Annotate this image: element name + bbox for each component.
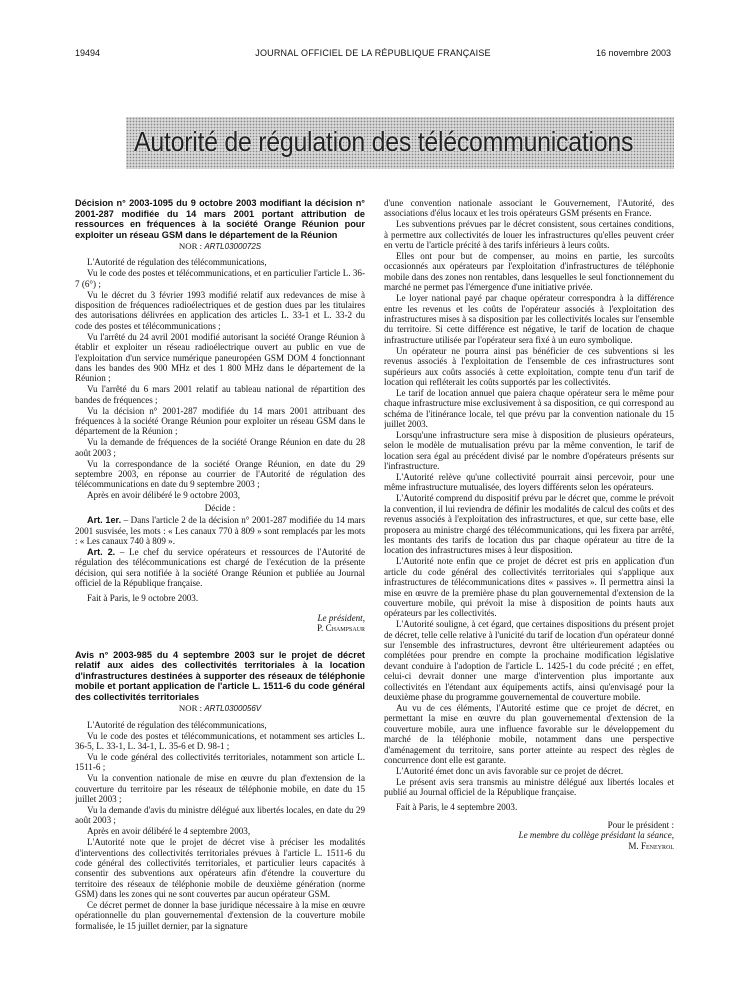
- page-header: [75, 48, 671, 62]
- decision-signature-name: P. Champsaur: [316, 623, 365, 634]
- nor-ref: ARTL0300072S: [204, 242, 262, 251]
- section-banner: [126, 117, 674, 169]
- paragraph: Ce décret permet de donner la base juridique nécessaire à la mise en œuvre opérationnelle du plan gouvernemental d'extension de la couverture mobile formalisée, le 15 juillet dernier, par la signature: [75, 900, 365, 931]
- paragraph: d'une convention nationale associant le Gouvernement, l'Autorité, des associations d'élus locaux et les trois opérateurs GSM présents en France.: [384, 198, 674, 219]
- nor-ref: ARTL0300056V: [204, 704, 262, 714]
- nor-label: NOR :: [178, 241, 203, 251]
- paragraph: Vu l'arrêté du 6 mars 2001 relatif au tableau national de répartition des bandes de fréquences ;: [75, 384, 365, 405]
- paragraph: Vu l'arrêté du 24 avril 2001 modifié autorisant la société Orange Réunion à établir et exploiter un réseau radioélectrique ouvert au public en vue de l'exploitation d'un service numérique paneuropéen GSM DOM 4 fonctionnant dans les bandes des 900 MHz et des 1 800 MHz dans le département de la Réunion ;: [75, 331, 365, 384]
- decision-paragraphs: [75, 257, 365, 500]
- left-column: [75, 198, 365, 986]
- avis-signature-name: M. Feneyrol: [628, 840, 674, 851]
- paragraph: Vu le code général des collectivités territoriales, notamment son article L. 1511-6 ;: [75, 751, 365, 773]
- article-2-label: Art. 2.: [87, 546, 116, 557]
- article-2-text: – Le chef du service opérateurs et ressources de l'Autorité de régulation des télécommunications est chargé de l'exécution de la présente décision, qui sera notifiée à la société Orange Réunion et publiée au Journal officiel de la République française.: [75, 546, 365, 589]
- paragraph: Lorsqu'une infrastructure sera mise à disposition de plusieurs opérateurs, selon le modèle de mutualisation prévu par la même convention, le tarif de location sera égal au précédent divisé par le nombre d'opérateurs présents sur l'infrastructure.: [384, 429, 674, 472]
- avis-paragraphs-left: [75, 720, 365, 932]
- paragraph: Vu le code des postes et télécommunications, et notamment ses articles L. 36-5, L. 33-1, L. 34-1, L. 35-6 et D. 98-1 ;: [75, 730, 365, 751]
- journal-title: JOURNAL OFFICIEL DE LA RÉPUBLIQUE FRANÇAISE: [255, 48, 491, 58]
- paragraph: Elles ont pour but de compenser, au moins en partie, les surcoûts occasionnés aux opérateurs par l'exploitation d'infrastructures de téléphonie mobile dans des zones non rentables, dans lesquelles le seul fonctionnement du marché ne permet pas l'émergence d'une initiative privée.: [384, 251, 674, 293]
- paragraph: L'Autorité de régulation des télécommunications,: [87, 257, 267, 268]
- issue-date: 16 novembre 2003: [595, 48, 671, 58]
- paragraph: Vu la décision n° 2001-287 modifiée du 14 mars 2001 attribuant des fréquences à la société Orange Réunion pour exploiter un réseau GSM dans le département de la Réunion ;: [75, 405, 365, 437]
- decision-signature-role: Le président,: [317, 612, 365, 623]
- article-1-text: – Dans l'article 2 de la décision n° 2001-287 modifiée du 14 mars 2001 susvisée, les mots : « Les canaux 770 à 809 » sont remplacés par les mots : « Les canaux 740 à 809 ».: [75, 515, 365, 546]
- avis-signature-pre: Pour le président :: [607, 820, 674, 831]
- avis-title: Avis n° 2003-985 du 4 septembre 2003 sur le projet de décret relatif aux aides des collectivités territoriales à la location d'infrastructures destinées à supporter des réseaux de téléphonie mobile et portant application de l'article L. 1511-6 du code général des collectivités territoriales: [75, 649, 365, 702]
- nor-label: NOR :: [178, 703, 203, 714]
- paragraph: Au vu de ces éléments, l'Autorité estime que ce projet de décret, en permettant la mise en œuvre du plan gouvernemental d'extension de la couverture mobile, aura une influence favorable sur le développement du marché de la téléphonie mobile, notamment dans une perspective d'aménagement du territoire, sans porter atteinte au respect des règles de concurrence dont elle est garante.: [384, 703, 674, 766]
- paragraph: L'Autorité comprend du dispositif prévu par le décret que, comme le prévoit la convention, il lui reviendra de définir les modalités de calcul des coûts et des revenus associés à l'exploitation des infrastructures, et que, sur cette base, elle proposera au ministre chargé des télécommunications, qui les fixera par arrêté, les montants des tarifs de location dus par chaque opérateur au titre de la location des infrastructures mises à leur disposition.: [384, 493, 674, 556]
- paragraph: Après en avoir délibéré le 9 octobre 2003,: [87, 490, 241, 501]
- section-title: Autorité de régulation des télécommunications: [134, 126, 634, 157]
- decision-title: Décision n° 2003-1095 du 9 octobre 2003 modifiant la décision n° 2001-287 modifiée du 14 mars 2001 portant attribution de ressources en fréquences à la société Orange Réunion pour exploiter un réseau GSM dans le département de la Réunion: [75, 198, 365, 240]
- article-1: [75, 515, 365, 546]
- paragraph: Vu la correspondance de la société Orange Réunion, en date du 29 septembre 2003, en réponse au courrier de l'Autorité de régulation des télécommunications en date du 9 septembre 2003 ;: [75, 458, 365, 490]
- paragraph: L'Autorité note que le projet de décret vise à préciser les modalités d'interventions des collectivités territoriales prévues à l'article L. 1511-6 du code général des collectivités territoriales, et particulier leurs capacités à consentir des subventions aux opérateurs afin d'étendre la couverture du territoire des réseaux de téléphonie mobile de deuxième génération (norme GSM) dans les zones qui ne sont couvertes par aucun opérateur GSM.: [75, 837, 365, 900]
- paragraph: Les subventions prévues par le décret consistent, sous certaines conditions, à permettre aux collectivités de louer les infrastructures qu'elles peuvent créer en vertu de l'article précité à des tarifs inférieurs à leurs coûts.: [384, 219, 674, 251]
- paragraph: L'Autorité de régulation des télécommunications,: [87, 719, 267, 730]
- paragraph: Vu le décret du 3 février 1993 modifié relatif aux redevances de mise à disposition de fréquences radioélectriques et de gestion dues par les titulaires des autorisations délivrées en application des articles L. 33-1 et L. 33-2 du code des postes et télécommunications ;: [75, 289, 365, 331]
- paragraph: Vu le code des postes et télécommunications, et en particulier l'article L. 36-7 (6°) ;: [75, 268, 365, 289]
- paragraph: Le loyer national payé par chaque opérateur correspondra à la différence entre les revenus et les coûts de l'opérateur associés à l'exploitation des infrastructures mises à sa disposition par les collectivités locales sur l'ensemble du territoire. Si cette différence est négative, le tarif de location de chaque infrastructure utilisée par l'opérateur sera fixé à un euro symbolique.: [384, 293, 674, 345]
- decide-heading: Décide :: [204, 502, 236, 513]
- avis-done: Fait à Paris, le 4 septembre 2003.: [396, 801, 518, 812]
- paragraph: Le présent avis sera transmis au ministre délégué aux libertés locales et publié au Journal officiel de la République française.: [384, 776, 674, 798]
- paragraph: L'Autorité note enfin que ce projet de décret est pris en application d'un article du code général des collectivités territoriales qui s'applique aux infrastructures de télécommunications dites « passives ». Il permettra ainsi la mise en œuvre de la première phase du plan gouvernemental d'extension de la couverture mobile, qui prévoit la mise à disposition de points hauts aux opérateurs par les collectivités.: [384, 556, 674, 619]
- article-2: [75, 547, 365, 589]
- avis-signature-role: Le membre du collège présidant la séance,: [518, 830, 674, 841]
- avis-nor: [75, 703, 365, 714]
- avis-paragraphs-right: [384, 198, 674, 798]
- paragraph: Un opérateur ne pourra ainsi pas bénéficier de ces subventions si les revenus associés à l'exploitation de l'ensemble de ces infrastructures sont supérieurs aux coûts associés à cette exploitation, compte tenu d'un tarif de location qui refléterait les coûts supportés par les collectivités.: [384, 345, 674, 387]
- paragraph: L'Autorité souligne, à cet égard, que certaines dispositions du présent projet de décret, telle celle relative à l'unicité du tarif de location d'un opérateur donné sur l'ensemble des infrastructures, devront être ultérieurement adaptées ou complétées pour prendre en compte la prochaine modification législative devant conduire à l'adoption de l'article L. 1425-1 du code précité ; en effet, celui-ci devrait donner une marge d'intervention plus importante aux collectivités en l'étendant aux équipements actifs, ainsi qu'envisagé pour la deuxième phase du programme gouvernemental de couverture mobile.: [384, 619, 674, 703]
- decision-nor: [75, 241, 365, 252]
- paragraph: Vu la demande d'avis du ministre délégué aux libertés locales, en date du 29 août 2003 ;: [75, 804, 365, 826]
- paragraph: Vu la demande de fréquences de la société Orange Réunion en date du 28 août 2003 ;: [75, 437, 365, 458]
- paragraph: L'Autorité émet donc un avis favorable sur ce projet de décret.: [396, 765, 624, 776]
- paragraph: Le tarif de location annuel que paiera chaque opérateur sera le même pour chaque infrastructure mise exclusivement à sa disposition, ce qui correspond au schéma de l'itinérance locale, tel que prévu par la convention nationale du 15 juillet 2003.: [384, 387, 674, 430]
- paragraph: Vu la convention nationale de mise en œuvre du plan d'extension de la couverture du territoire par les réseaux de téléphonie mobile, en date du 15 juillet 2003 ;: [75, 773, 365, 804]
- right-column: [384, 198, 674, 986]
- decision-done: Fait à Paris, le 9 octobre 2003.: [87, 592, 199, 603]
- page-number: 19494: [75, 48, 101, 58]
- article-1-label: Art. 1er.: [87, 515, 122, 526]
- paragraph: Après en avoir délibéré le 4 septembre 2003,: [87, 826, 251, 837]
- paragraph: L'Autorité relève qu'une collectivité pourrait ainsi percevoir, pour une même infrastructure mutualisée, des loyers différents selon les opérateurs.: [384, 472, 674, 493]
